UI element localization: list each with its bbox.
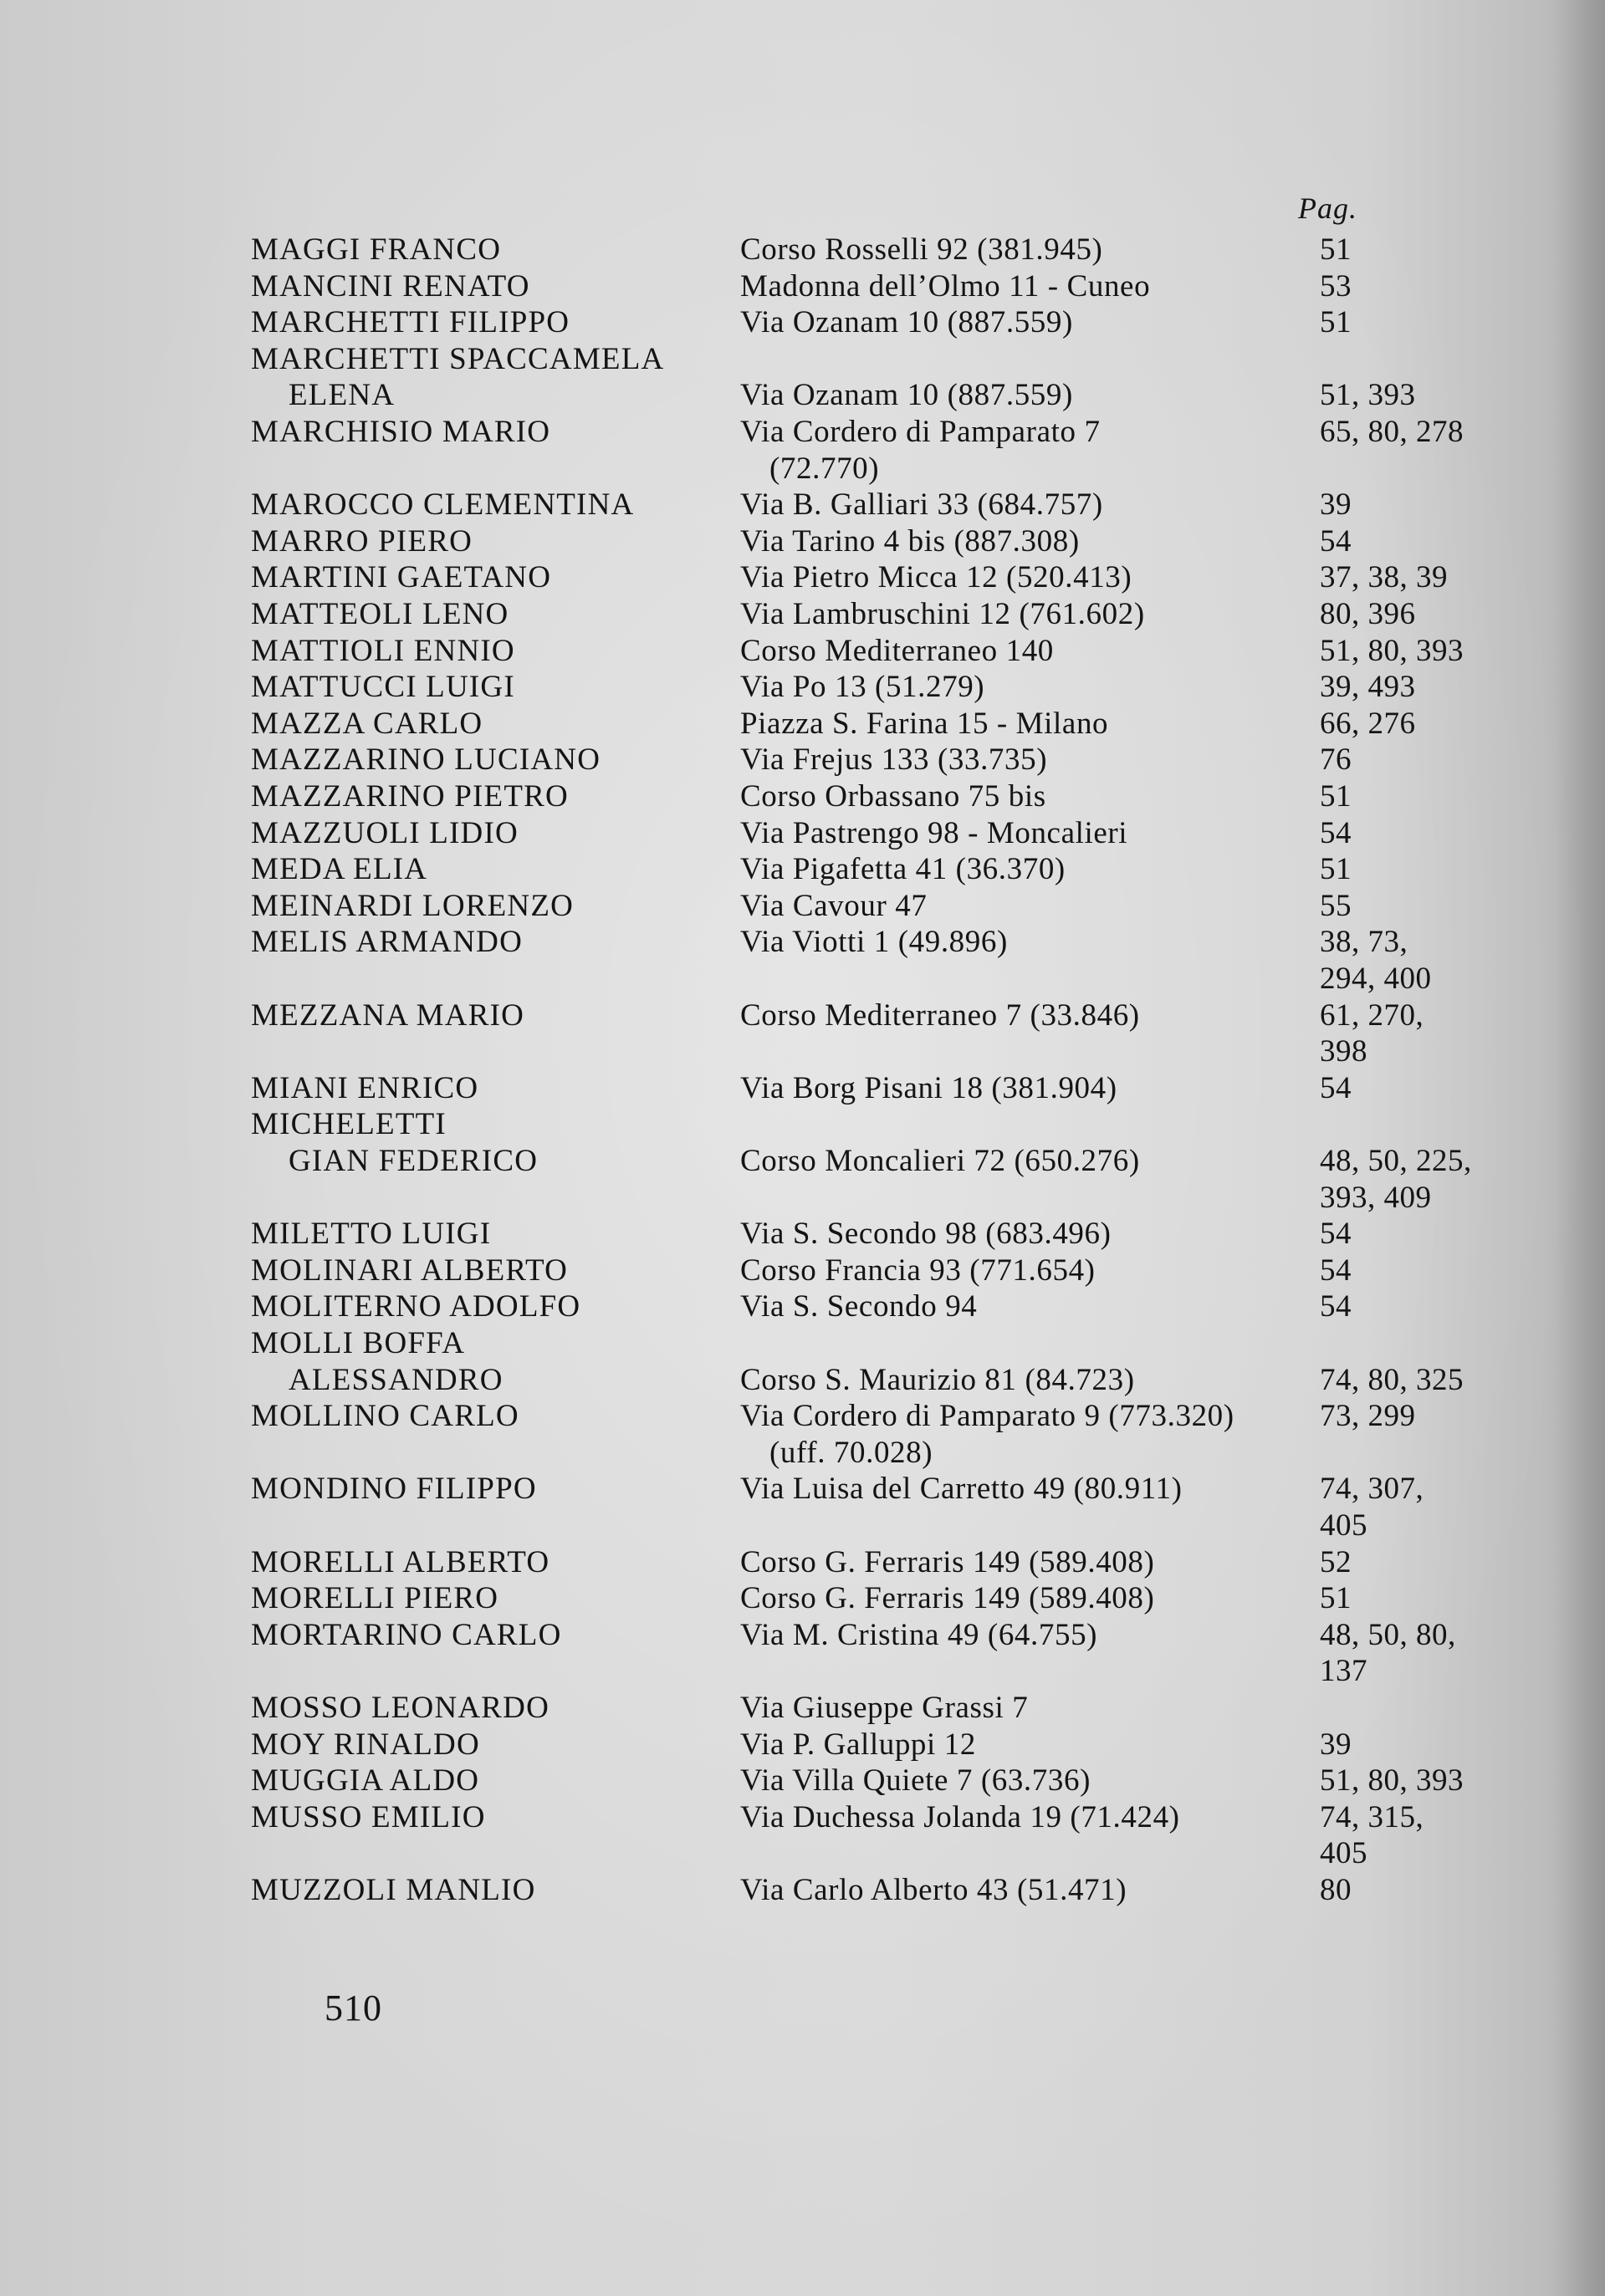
entry-pages: 137 xyxy=(1320,1654,1367,1689)
entry-name: MEINARDI LORENZO xyxy=(251,888,575,923)
directory-entry xyxy=(0,341,1605,378)
entry-address: Via Frejus 133 (33.735) xyxy=(740,742,1048,778)
entry-address: Corso S. Maurizio 81 (84.723) xyxy=(740,1362,1135,1397)
entry-name: GIAN FEDERICO xyxy=(289,1144,539,1178)
entry-pages: 74, 315, xyxy=(1320,1799,1424,1834)
directory-entry xyxy=(0,1544,1605,1581)
entry-address: Via Viotti 1 (49.896) xyxy=(740,925,1008,960)
entry-address: Via Luisa del Carretto 49 (80.911) xyxy=(740,1472,1183,1507)
entry-pages: 73, 299 xyxy=(1320,1399,1416,1434)
directory-entry xyxy=(0,1106,1605,1143)
entry-pages: 51 xyxy=(1320,1581,1352,1616)
entry-address: Corso Rosselli 92 (381.945) xyxy=(740,232,1103,267)
entry-name: MOY RINALDO xyxy=(251,1727,480,1762)
entry-name: MARTINI GAETANO xyxy=(251,560,552,595)
entry-pages: 54 xyxy=(1320,1253,1352,1288)
directory-entry xyxy=(0,1835,1605,1872)
entry-address: Via Giuseppe Grassi 7 xyxy=(740,1691,1029,1725)
directory-entry xyxy=(0,1653,1605,1690)
entry-address: Corso G. Ferraris 149 (589.408) xyxy=(740,1581,1155,1616)
entry-name: MONDINO FILIPPO xyxy=(251,1472,537,1507)
entry-name: MICHELETTI xyxy=(251,1107,447,1142)
entry-pages: 76 xyxy=(1320,742,1352,778)
directory-entry xyxy=(0,778,1605,815)
directory-entry xyxy=(0,1288,1605,1325)
directory-entry xyxy=(0,377,1605,414)
entry-address: Via Pietro Micca 12 (520.413) xyxy=(740,560,1132,595)
entry-name: MELIS ARMANDO xyxy=(251,925,523,960)
entry-name: MAROCCO CLEMENTINA xyxy=(251,487,635,523)
directory-entry xyxy=(0,815,1605,852)
directory-entry xyxy=(0,851,1605,888)
directory-entry xyxy=(0,1253,1605,1289)
entry-address: Corso Mediterraneo 140 xyxy=(740,633,1054,668)
entry-name: ELENA xyxy=(289,378,396,413)
directory-entry xyxy=(0,1690,1605,1727)
directory-entry xyxy=(0,1362,1605,1399)
entry-pages: 51 xyxy=(1320,779,1352,814)
directory-entry xyxy=(0,633,1605,670)
entry-pages: 53 xyxy=(1320,268,1352,304)
directory-entry xyxy=(0,1143,1605,1180)
directory-entry xyxy=(0,1471,1605,1508)
directory-entry xyxy=(0,268,1605,305)
directory-entry xyxy=(0,559,1605,596)
pag-column-header: Pag. xyxy=(1298,191,1357,225)
directory-entry xyxy=(0,304,1605,341)
entry-address: Via Lambruschini 12 (761.602) xyxy=(740,597,1145,631)
entry-address: Via Pastrengo 98 - Moncalieri xyxy=(740,815,1128,850)
directory-entry xyxy=(0,1435,1605,1472)
entry-address: Via Carlo Alberto 43 (51.471) xyxy=(740,1873,1127,1907)
entry-pages: 54 xyxy=(1320,523,1352,559)
entry-address: Piazza S. Farina 15 - Milano xyxy=(740,706,1109,741)
entry-name: MOLITERNO ADOLFO xyxy=(251,1289,581,1324)
directory-entry xyxy=(0,1580,1605,1617)
directory-entry xyxy=(0,1033,1605,1070)
directory-entry xyxy=(0,1508,1605,1544)
directory-entry xyxy=(0,1727,1605,1763)
entry-name: MORTARINO CARLO xyxy=(251,1617,562,1652)
directory-entry xyxy=(0,669,1605,706)
entry-address: Corso Francia 93 (771.654) xyxy=(740,1253,1096,1288)
directory-entry xyxy=(0,706,1605,742)
entry-pages: 54 xyxy=(1320,1217,1352,1252)
directory-entry xyxy=(0,1872,1605,1909)
entry-name: MAZZUOLI LIDIO xyxy=(251,815,519,850)
entry-address: Via Villa Quiete 7 (63.736) xyxy=(740,1763,1091,1799)
directory-entry xyxy=(0,1763,1605,1799)
entry-pages: 74, 80, 325 xyxy=(1320,1362,1464,1397)
entry-pages: 39 xyxy=(1320,1727,1352,1762)
directory-entry xyxy=(0,487,1605,523)
entry-address: Corso G. Ferraris 149 (589.408) xyxy=(740,1544,1155,1579)
directory-entry xyxy=(0,451,1605,487)
entry-pages: 55 xyxy=(1320,888,1352,923)
entry-name: MATTUCCI LUIGI xyxy=(251,670,515,705)
entry-address: Corso Orbassano 75 bis xyxy=(740,779,1046,814)
entry-name: MARCHETTI FILIPPO xyxy=(251,305,570,340)
entry-pages: 65, 80, 278 xyxy=(1320,415,1464,449)
entry-pages: 80, 396 xyxy=(1320,597,1416,631)
entry-pages: 66, 276 xyxy=(1320,706,1416,741)
entry-pages: 51 xyxy=(1320,852,1352,887)
entry-pages: 51, 80, 393 xyxy=(1320,1763,1464,1799)
entry-name: MIANI ENRICO xyxy=(251,1070,479,1105)
entry-address: Via Duchessa Jolanda 19 (71.424) xyxy=(740,1799,1180,1834)
entry-address: Corso Moncalieri 72 (650.276) xyxy=(740,1144,1140,1178)
directory-entry xyxy=(0,1617,1605,1654)
entry-name: MUZZOLI MANLIO xyxy=(251,1873,536,1907)
entry-address: Via Pigafetta 41 (36.370) xyxy=(740,852,1066,887)
directory-entry xyxy=(0,1325,1605,1362)
entry-name: MUGGIA ALDO xyxy=(251,1763,480,1799)
entry-address: Via Tarino 4 bis (887.308) xyxy=(740,523,1080,559)
entry-name: MOLLINO CARLO xyxy=(251,1399,519,1434)
entry-name: MOSSO LEONARDO xyxy=(251,1691,550,1725)
entry-address: Via Borg Pisani 18 (381.904) xyxy=(740,1070,1117,1105)
entry-pages: 48, 50, 80, xyxy=(1320,1617,1456,1652)
directory-entry xyxy=(0,924,1605,961)
entry-name: MAZZARINO LUCIANO xyxy=(251,742,601,778)
page-number: 510 xyxy=(325,1987,382,2028)
directory-entry xyxy=(0,596,1605,633)
entry-pages: 398 xyxy=(1320,1034,1367,1069)
entry-name: MARCHETTI SPACCAMELA xyxy=(251,341,665,376)
entry-name: MEDA ELIA xyxy=(251,852,428,887)
entry-address: Via P. Galluppi 12 xyxy=(740,1727,976,1762)
entry-address: Corso Mediterraneo 7 (33.846) xyxy=(740,997,1140,1033)
entry-name: ALESSANDRO xyxy=(289,1362,503,1397)
entry-pages: 51 xyxy=(1320,305,1352,340)
entry-name: MAZZA CARLO xyxy=(251,706,483,741)
entry-name: MORELLI ALBERTO xyxy=(251,1544,550,1579)
directory-entry xyxy=(0,232,1605,268)
entry-name: MEZZANA MARIO xyxy=(251,997,525,1033)
entry-name: MORELLI PIERO xyxy=(251,1581,499,1616)
entry-pages: 38, 73, xyxy=(1320,925,1408,960)
entry-name: MILETTO LUIGI xyxy=(251,1217,492,1252)
directory-entry xyxy=(0,742,1605,778)
entry-pages: 405 xyxy=(1320,1508,1367,1543)
directory-entry xyxy=(0,997,1605,1034)
directory-entry xyxy=(0,888,1605,925)
entry-pages: 52 xyxy=(1320,1544,1352,1579)
entry-name: MOLINARI ALBERTO xyxy=(251,1253,569,1288)
entry-name: MATTIOLI ENNIO xyxy=(251,633,515,668)
entry-address: (uff. 70.028) xyxy=(769,1435,933,1470)
entry-address: Via Cordero di Pamparato 7 xyxy=(740,415,1101,449)
entry-name: MOLLI BOFFA xyxy=(251,1326,466,1360)
entry-pages: 39 xyxy=(1320,487,1352,523)
entry-name: MARRO PIERO xyxy=(251,523,473,559)
entry-address: Via M. Cristina 49 (64.755) xyxy=(740,1617,1098,1652)
directory-entry xyxy=(0,1070,1605,1107)
entry-pages: 61, 270, xyxy=(1320,997,1424,1033)
directory-entry xyxy=(0,414,1605,451)
directory-entry xyxy=(0,1216,1605,1253)
entry-address: Via Cordero di Pamparato 9 (773.320) xyxy=(740,1399,1234,1434)
entry-name: MARCHISIO MARIO xyxy=(251,415,551,449)
directory-entry xyxy=(0,1799,1605,1836)
entry-name: MUSSO EMILIO xyxy=(251,1799,486,1834)
entry-name: MATTEOLI LENO xyxy=(251,597,509,631)
entry-pages: 51, 393 xyxy=(1320,378,1416,413)
entry-address: (72.770) xyxy=(769,451,880,486)
entry-pages: 51, 80, 393 xyxy=(1320,633,1464,668)
entry-address: Via S. Secondo 94 xyxy=(740,1289,978,1324)
entry-pages: 294, 400 xyxy=(1320,962,1432,996)
entry-address: Via B. Galliari 33 (684.757) xyxy=(740,487,1103,523)
entry-pages: 54 xyxy=(1320,1070,1352,1105)
entry-pages: 51 xyxy=(1320,232,1352,267)
entry-pages: 48, 50, 225, xyxy=(1320,1144,1472,1178)
entry-name: MAZZARINO PIETRO xyxy=(251,779,569,814)
entry-pages: 39, 493 xyxy=(1320,670,1416,705)
directory-entry xyxy=(0,523,1605,560)
directory-entry xyxy=(0,1180,1605,1217)
entry-address: Via S. Secondo 98 (683.496) xyxy=(740,1217,1112,1252)
entry-address: Via Ozanam 10 (887.559) xyxy=(740,305,1073,340)
entry-address: Via Cavour 47 xyxy=(740,888,928,923)
entry-address: Via Po 13 (51.279) xyxy=(740,670,985,705)
entry-pages: 393, 409 xyxy=(1320,1180,1432,1215)
entry-address: Madonna dell’Olmo 11 - Cuneo xyxy=(740,268,1151,304)
entry-address: Via Ozanam 10 (887.559) xyxy=(740,378,1073,413)
entry-pages: 80 xyxy=(1320,1873,1352,1907)
entry-name: MAGGI FRANCO xyxy=(251,232,502,267)
entry-pages: 74, 307, xyxy=(1320,1472,1424,1507)
entry-pages: 405 xyxy=(1320,1836,1367,1871)
directory-entry xyxy=(0,961,1605,997)
entry-name: MANCINI RENATO xyxy=(251,268,530,304)
entry-pages: 54 xyxy=(1320,815,1352,850)
entry-pages: 37, 38, 39 xyxy=(1320,560,1448,595)
entry-pages: 54 xyxy=(1320,1289,1352,1324)
directory-entry xyxy=(0,1398,1605,1435)
